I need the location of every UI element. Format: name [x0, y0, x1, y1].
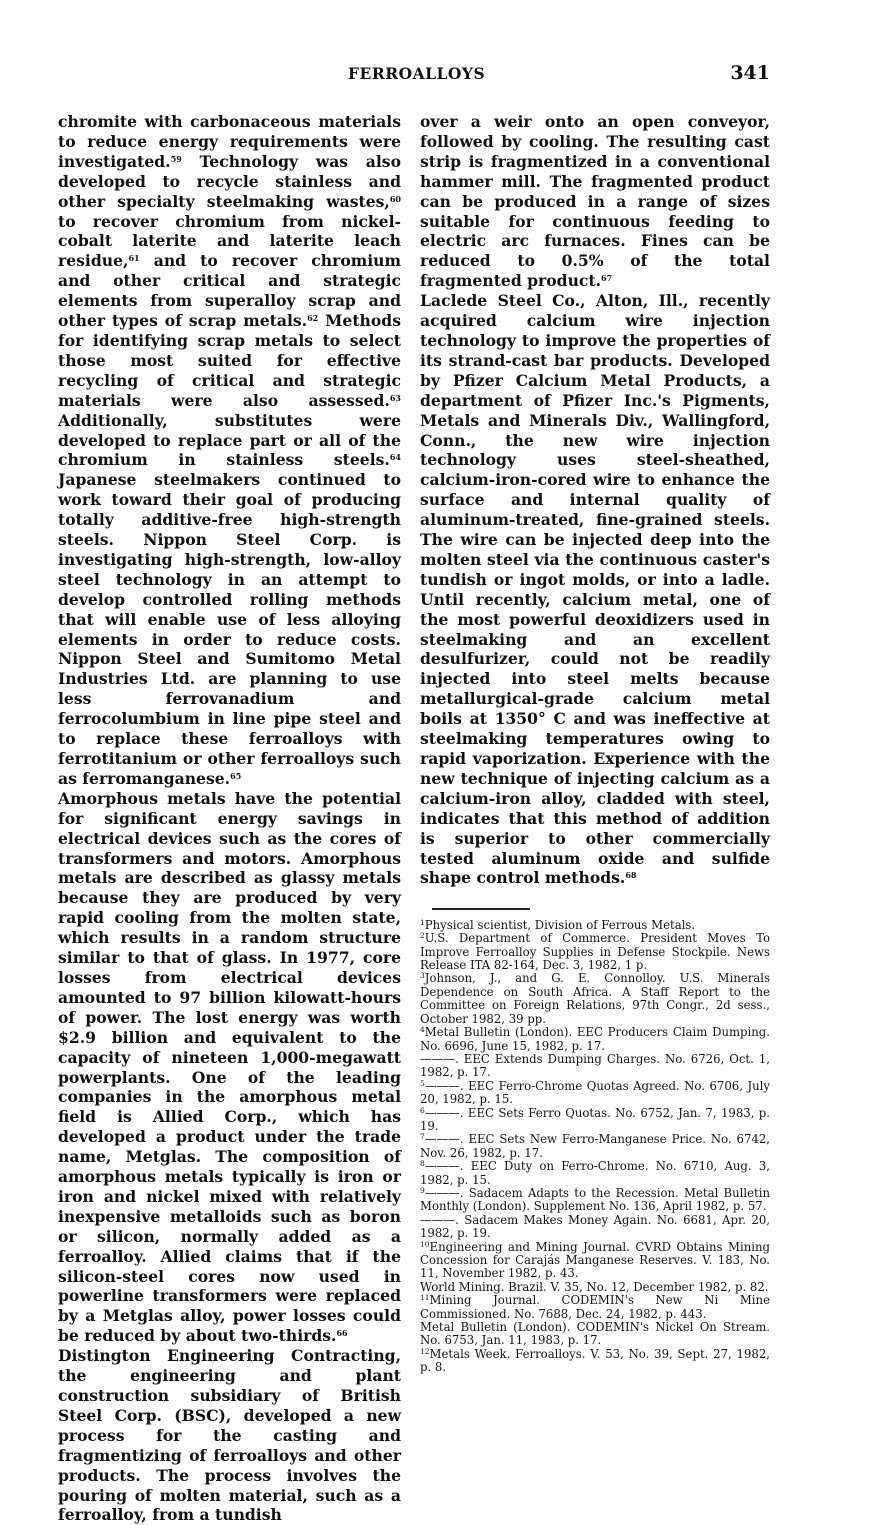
footnote-text: ———. Sadacem Adapts to the Recession. Metal Bulletin Monthly (London). Supplement No. 136, April 1982, p. 57.: [420, 1185, 770, 1214]
paragraph: [58, 1346, 401, 1525]
footnote-number: 6: [420, 1105, 425, 1115]
reference-marker: 60: [389, 193, 401, 204]
reference-marker: 59: [170, 154, 182, 165]
footnote: [420, 1026, 770, 1053]
footnote: [420, 1133, 770, 1160]
paragraph: [58, 112, 401, 789]
reference-marker: 62: [307, 313, 319, 324]
text-run: Laclede Steel Co., Alton, Ill., recently acquired calcium wire injection technology to improve the properties of its strand-cast bar products. Developed by Pfizer Calcium Metal Products, a department of Pfizer Inc.'s Pigments, Metals and Minerals Div., Wallingford, Conn., the new wire injection technology uses steel-sheathed, calcium-iron-cored wire to enhance the surface and internal quality of aluminum-treated, fine-grained steels. The wire can be injected deep into the molten steel via the continuous caster's tundish or ingot molds, or into a ladle. Until recently, calcium metal, one of the most powerful deoxidizers used in steelmaking and an excellent desulfurizer, could not be readily injected into steel melts because metallurgical-grade calcium metal boils at 1350° C and was ineffective at steelmaking temperatures owing to rapid vaporization. Experience with the new technique of injecting calcium as a calcium-iron alloy, cladded with steel, indicates that this method of addition is superior to other commercially tested aluminum oxide and sulfide shape control methods.: [420, 291, 770, 888]
footnote: [420, 932, 770, 972]
footnote-number: 12: [420, 1346, 430, 1356]
footnote-text: Physical scientist, Division of Ferrous Metals.: [424, 917, 696, 932]
footnote-number: 11: [420, 1293, 430, 1303]
footnote: [420, 972, 770, 1026]
reference-marker: 61: [128, 253, 140, 264]
footnote: [420, 1160, 770, 1187]
text-run: Methods for identifying scrap metals to select those most suited for effective recycling of critical and strategic materials were also assessed.: [58, 311, 401, 410]
footnote-number: 4: [420, 1024, 425, 1034]
page-number: 341: [730, 62, 770, 84]
footnote-number: 5: [420, 1078, 425, 1088]
footnote-number: 10: [420, 1239, 430, 1249]
footnote-number: 8: [420, 1159, 425, 1169]
footnote-text: Metal Bulletin (London). CODEMIN's Nickel On Stream. No. 6753, Jan. 11, 1983, p. 17.: [420, 1320, 770, 1348]
text-run: Distington Engineering Contracting, the engineering and plant construction subsidiary of British Steel Corp. (BSC), developed a new process for the casting and fragmentizing of ferroalloys and other products. The process involves the pouring of molten material, such as a ferroalloy, from a tundish: [58, 1346, 401, 1525]
footnote-text: Metals Week. Ferroalloys. V. 53, No. 39, Sept. 27, 1982, p. 8.: [420, 1346, 770, 1375]
text-run: Japanese steelmakers continued to work toward their goal of producing totally additive-free high-strength steels. Nippon Steel Corp. is investigating high-strength, low-alloy steel technology in an attempt to develop controlled rolling methods that will enable use of less alloying elements in order to reduce costs. Nippon Steel and Sumitomo Metal Industries Ltd. are planning to use less ferrovanadium and ferrocolumbium in line pipe steel and to replace these ferroalloys with ferrotitanium or other ferroalloys such as ferromanganese.: [58, 470, 401, 788]
footnote-text: Johnson, J., and G. E. Connolloy. U.S. Minerals Dependence on South Africa. A Staff Report to the Committee on Foreign Relations, 97th Congr., 2d sess., October 1982, 39 pp.: [420, 971, 770, 1026]
text-run: and to recover chromium and other critical and strategic elements from superalloy scrap and other types of scrap metals.: [58, 251, 401, 331]
footnote: [420, 1241, 770, 1281]
running-title: FERROALLOYS: [348, 64, 486, 83]
text-run: over a weir onto an open conveyor, followed by cooling. The resulting cast strip is fragmentized in a conventional hammer mill. The fragmented product can be produced in a range of sizes suitable for continuous feeding to electric arc furnaces. Fines can be reduced to 0.5% of the total fragmented product.: [420, 112, 770, 291]
footnote-text: Mining Journal. CODEMIN's New Ni Mine Commissioned. No. 7688, Dec. 24, 1982, p. 443.: [420, 1293, 770, 1321]
reference-marker: 65: [230, 771, 242, 782]
page-header: [58, 64, 770, 86]
footnote: [420, 1294, 770, 1321]
footnote-divider: [432, 908, 530, 910]
footnote-number: 7: [420, 1132, 425, 1142]
footnote: [420, 1321, 770, 1348]
paragraph: [420, 291, 770, 888]
reference-marker: 66: [336, 1328, 348, 1339]
text-run: Technology was also developed to recycle stainless and other specialty steelmaking wastes,: [58, 151, 401, 211]
text-run: Amorphous metals have the potential for significant energy savings in electrical devices such as the cores of transformers and motors. Amorphous metals are described as glassy metals because they are produced by very rapid cooling from the molten state, which results in a random structure similar to that of glass. In 1977, core losses from electrical devices amounted to 97 billion kilowatt-hours of power. The lost energy was worth $2.9 billion and equivalent to the capacity of nineteen 1,000-megawatt powerplants. One of the leading companies in the amorphous metal field is Allied Corp., which has developed a product under the trade name, Metglas. The composition of amorphous metals typically is iron or iron and nickel mixed with relatively inexpensive metalloids such as boron or silicon, normally added as a ferroalloy. Allied claims that if the silicon-steel cores now used in powerline transformers were replaced by a Metglas alloy, power losses could be reduced by about two-thirds.: [58, 788, 401, 1346]
reference-marker: 64: [389, 452, 401, 463]
text-run: to recover chromium from nickel-cobalt laterite and laterite leach residue,: [58, 211, 401, 271]
footnote-text: ———. EEC Duty on Ferro-Chrome. No. 6710, Aug. 3, 1982, p. 15.: [420, 1159, 770, 1187]
footnote: [420, 1053, 770, 1080]
footnotes: [420, 919, 770, 1375]
footnote-text: ———. EEC Sets Ferro Quotas. No. 6752, Jan. 7, 1983, p. 19.: [420, 1105, 770, 1133]
footnote: [420, 1214, 770, 1241]
footnote: [420, 1187, 770, 1214]
footnote: [420, 1107, 770, 1134]
reference-marker: 63: [389, 392, 401, 403]
footnote: [420, 1080, 770, 1107]
right-column: [420, 112, 770, 1375]
reference-marker: 67: [601, 273, 613, 284]
footnote-text: U.S. Department of Commerce. President Moves To Improve Ferroalloy Supplies in Defense Stockpile. News Release ITA 82-164, Dec. 3, 1982, 1 p.: [420, 931, 770, 973]
footnote-text: ———. EEC Extends Dumping Charges. No. 6726, Oct. 1, 1982, p. 17.: [420, 1051, 770, 1080]
footnote-text: World Mining. Brazil. V. 35, No. 12, December 1982, p. 82.: [420, 1279, 769, 1294]
footnote: [420, 1348, 770, 1375]
paragraph: [420, 112, 770, 291]
footnote-text: Engineering and Mining Journal. CVRD Obtains Mining Concession for Carajás Manganese Reserves. V. 183, No. 11, November 1982, p. 43.: [420, 1239, 770, 1281]
footnote-number: 9: [420, 1185, 425, 1195]
paragraph: [58, 789, 401, 1346]
footnote-text: Metal Bulletin (London). EEC Producers Claim Dumping. No. 6696, June 15, 1982, p. 17.: [420, 1025, 770, 1053]
reference-marker: 68: [625, 870, 637, 881]
text-run: chromite with carbonaceous materials to reduce energy requirements were investigated.: [58, 112, 401, 171]
footnote-number: 1: [420, 917, 425, 927]
text-run: Additionally, substitutes were developed to replace part or all of the chromium in stainless steels.: [58, 410, 401, 470]
footnote-text: ———. EEC Ferro-Chrome Quotas Agreed. No. 6706, July 20, 1982, p. 15.: [420, 1078, 770, 1107]
footnote-number: 3: [420, 971, 425, 981]
footnote-text: ———. Sadacem Makes Money Again. No. 6681, Apr. 20, 1982, p. 19.: [420, 1212, 770, 1241]
footnote-text: ———. EEC Sets New Ferro-Manganese Price. No. 6742, Nov. 26, 1982, p. 17.: [420, 1132, 770, 1160]
left-column: [58, 112, 401, 1525]
footnote-number: 2: [420, 931, 425, 941]
